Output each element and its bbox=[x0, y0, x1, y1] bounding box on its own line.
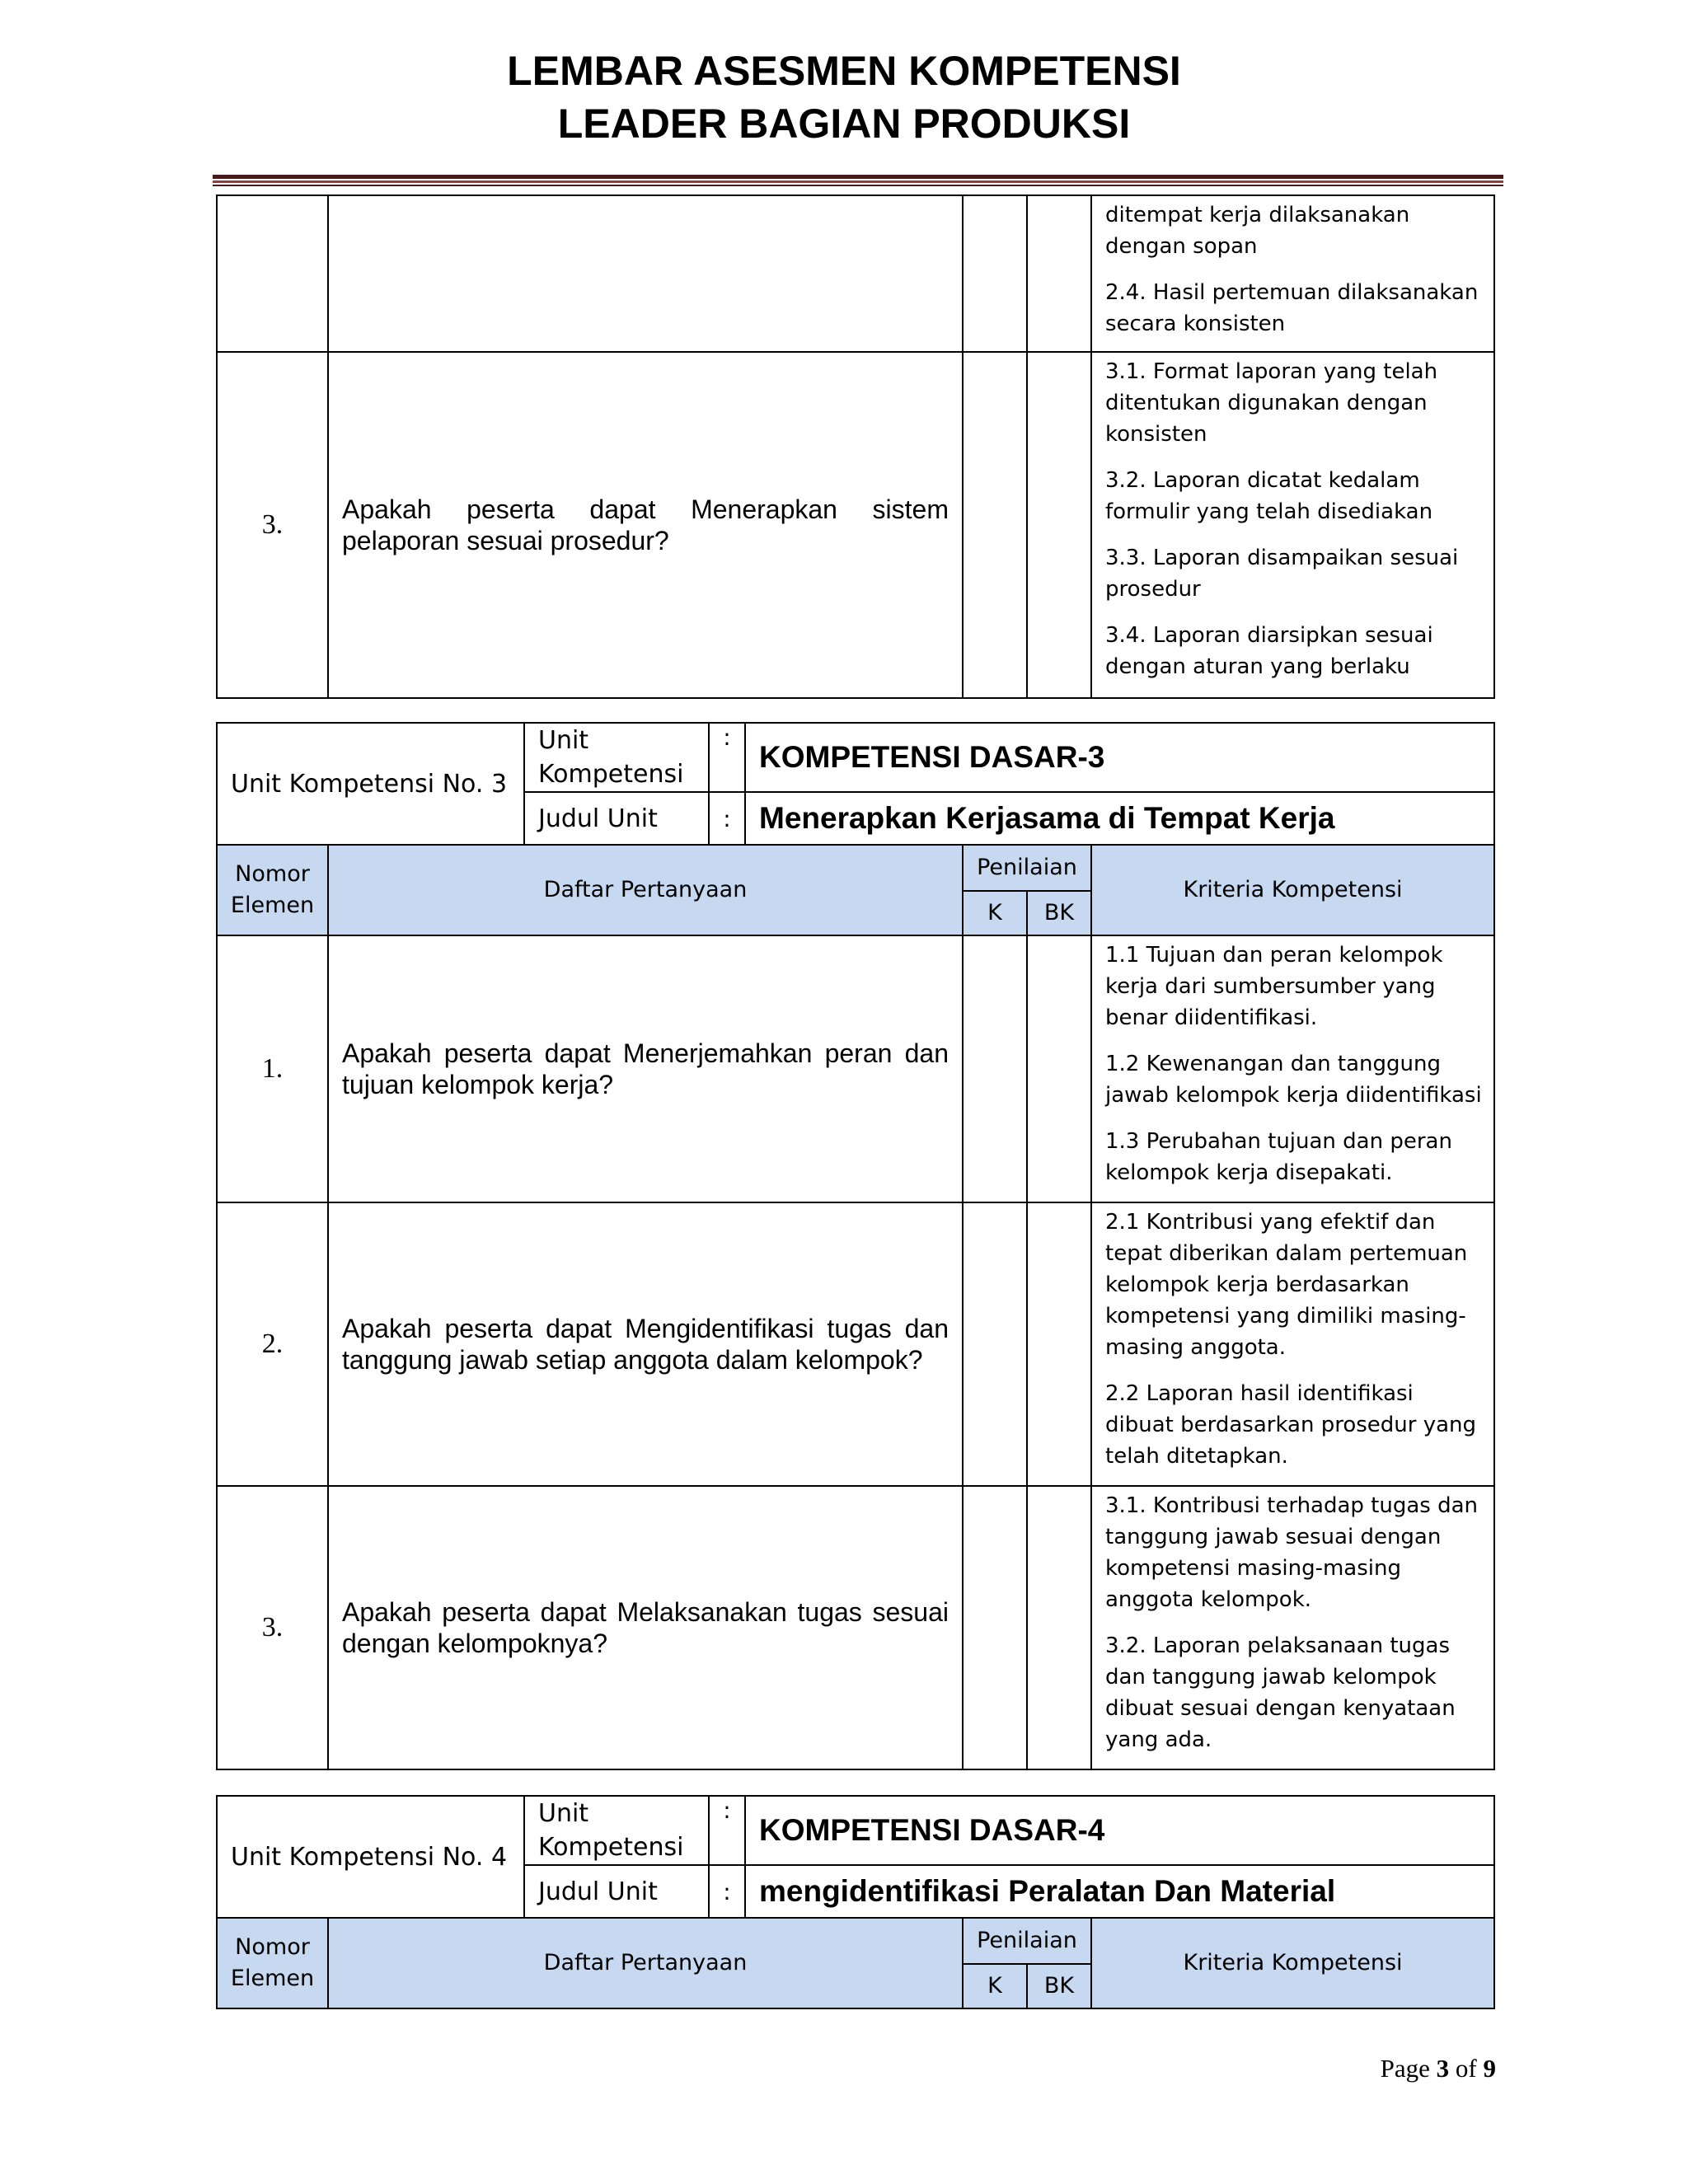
bk-checkbox-cell[interactable] bbox=[1027, 1486, 1091, 1769]
unit-number-label: Unit Kompetensi No. 4 bbox=[217, 1796, 524, 1918]
table-row bbox=[217, 352, 1494, 698]
page-of: of bbox=[1449, 2054, 1484, 2083]
question-text: Apakah peserta dapat Mengidentifikasi tugas dan tanggung jawab setiap anggota dalam kelompok? bbox=[328, 1202, 963, 1486]
k-checkbox-cell[interactable] bbox=[963, 1486, 1027, 1769]
unit-kompetensi-label: Unit Kompetensi bbox=[524, 723, 709, 792]
page-prefix: Page bbox=[1380, 2054, 1437, 2083]
col-nomor-elemen: Nomor Elemen bbox=[217, 845, 328, 935]
element-number: 1. bbox=[217, 935, 328, 1202]
col-penilaian: Penilaian bbox=[963, 1918, 1091, 1964]
table-row bbox=[217, 1202, 1494, 1486]
bk-checkbox-cell[interactable] bbox=[1027, 935, 1091, 1202]
criteria-cell bbox=[1091, 1202, 1494, 1486]
table-row bbox=[217, 1486, 1494, 1769]
page-number bbox=[1381, 2054, 1496, 2083]
col-bk: BK bbox=[1027, 891, 1091, 935]
element-number: 2. bbox=[217, 1202, 328, 1486]
col-k: K bbox=[963, 891, 1027, 935]
unit-kompetensi-value: KOMPETENSI DASAR-3 bbox=[745, 723, 1494, 792]
unit3-table bbox=[216, 722, 1495, 1770]
criteria-item: 2.1 Kontribusi yang efektif dan tepat diberikan dalam pertemuan kelompok kerja berdasarkan kompetensi yang dimiliki masing-masing anggota. bbox=[1105, 1210, 1468, 1360]
criteria-item: 2.4. Hasil pertemuan dilaksanakan secara konsisten bbox=[1105, 280, 1479, 336]
criteria-cell bbox=[1091, 352, 1494, 698]
bk-checkbox-cell[interactable] bbox=[1027, 1202, 1091, 1486]
col-bk: BK bbox=[1027, 1964, 1091, 2008]
unit-info-row bbox=[217, 1796, 1494, 1865]
judul-unit-label: Judul Unit bbox=[524, 792, 709, 845]
criteria-item: 1.1 Tujuan dan peran kelompok kerja dari sumbersumber yang benar diidentifikasi. bbox=[1105, 943, 1443, 1030]
unit4-table bbox=[216, 1795, 1495, 2009]
judul-unit-value: Menerapkan Kerjasama di Tempat Kerja bbox=[745, 792, 1494, 845]
colon: : bbox=[709, 792, 745, 845]
criteria-item: 3.1. Kontribusi terhadap tugas dan tanggung jawab sesuai dengan kompetensi masing-masing anggota kelompok. bbox=[1105, 1493, 1479, 1612]
col-penilaian: Penilaian bbox=[963, 845, 1091, 891]
criteria-item: 1.2 Kewenangan dan tanggung jawab kelompok kerja diidentifikasi bbox=[1105, 1052, 1482, 1108]
k-checkbox-cell[interactable] bbox=[963, 1202, 1027, 1486]
header-rule-thin bbox=[213, 185, 1503, 186]
colon: : bbox=[709, 1796, 745, 1865]
colon: : bbox=[709, 723, 745, 792]
criteria-cell bbox=[1091, 1486, 1494, 1769]
continuation-table bbox=[216, 194, 1495, 699]
document-title-line1: LEMBAR ASESMEN KOMPETENSI bbox=[507, 48, 1181, 94]
column-header-row bbox=[217, 845, 1494, 891]
col-daftar-pertanyaan: Daftar Pertanyaan bbox=[328, 1918, 963, 2008]
criteria-item: 2.2 Laporan hasil identifikasi dibuat berdasarkan prosedur yang telah ditetapkan. bbox=[1105, 1381, 1477, 1469]
header-rule-red bbox=[213, 180, 1503, 183]
question-text: Apakah peserta dapat Menerapkan sistem pelaporan sesuai prosedur? bbox=[328, 352, 963, 698]
criteria-item: 3.4. Laporan diarsipkan sesuai dengan aturan yang berlaku bbox=[1105, 623, 1433, 679]
table-row bbox=[217, 195, 1494, 352]
k-checkbox-cell[interactable] bbox=[963, 195, 1027, 352]
unit-number-label: Unit Kompetensi No. 3 bbox=[217, 723, 524, 845]
unit-kompetensi-value: KOMPETENSI DASAR-4 bbox=[745, 1796, 1494, 1865]
unit-info-row bbox=[217, 723, 1494, 792]
nomor-cell bbox=[217, 195, 328, 352]
judul-unit-label: Judul Unit bbox=[524, 1865, 709, 1918]
criteria-item: 1.3 Perubahan tujuan dan peran kelompok kerja disepakati. bbox=[1105, 1129, 1452, 1185]
k-checkbox-cell[interactable] bbox=[963, 352, 1027, 698]
page-current: 3 bbox=[1436, 2054, 1450, 2083]
col-k: K bbox=[963, 1964, 1027, 2008]
col-kriteria-kompetensi: Kriteria Kompetensi bbox=[1091, 1918, 1494, 2008]
header-rule-dark bbox=[213, 175, 1503, 179]
criteria-item: ditempat kerja dilaksanakan dengan sopan bbox=[1105, 203, 1410, 259]
colon: : bbox=[709, 1865, 745, 1918]
criteria-item: 3.3. Laporan disampaikan sesuai prosedur bbox=[1105, 546, 1459, 602]
page-total: 9 bbox=[1483, 2054, 1496, 2083]
criteria-cell bbox=[1091, 935, 1494, 1202]
col-nomor-elemen: Nomor Elemen bbox=[217, 1918, 328, 2008]
criteria-cell bbox=[1091, 195, 1494, 352]
unit-kompetensi-label: Unit Kompetensi bbox=[524, 1796, 709, 1865]
bk-checkbox-cell[interactable] bbox=[1027, 195, 1091, 352]
document-title-line2: LEADER BAGIAN PRODUKSI bbox=[557, 101, 1131, 147]
criteria-item: 3.1. Format laporan yang telah ditentukan digunakan dengan konsisten bbox=[1105, 359, 1438, 447]
col-daftar-pertanyaan: Daftar Pertanyaan bbox=[328, 845, 963, 935]
column-header-row bbox=[217, 1918, 1494, 1964]
element-number: 3. bbox=[217, 352, 328, 698]
k-checkbox-cell[interactable] bbox=[963, 935, 1027, 1202]
table-row bbox=[217, 935, 1494, 1202]
criteria-item: 3.2. Laporan dicatat kedalam formulir yang telah disediakan bbox=[1105, 468, 1433, 524]
question-cell bbox=[328, 195, 963, 352]
element-number: 3. bbox=[217, 1486, 328, 1769]
bk-checkbox-cell[interactable] bbox=[1027, 352, 1091, 698]
question-text: Apakah peserta dapat Menerjemahkan peran dan tujuan kelompok kerja? bbox=[328, 935, 963, 1202]
criteria-item: 3.2. Laporan pelaksanaan tugas dan tanggung jawab kelompok dibuat sesuai dengan kenyataan yang ada. bbox=[1105, 1633, 1456, 1752]
question-text: Apakah peserta dapat Melaksanakan tugas sesuai dengan kelompoknya? bbox=[328, 1486, 963, 1769]
judul-unit-value: mengidentifikasi Peralatan Dan Material bbox=[745, 1865, 1494, 1918]
col-kriteria-kompetensi: Kriteria Kompetensi bbox=[1091, 845, 1494, 935]
